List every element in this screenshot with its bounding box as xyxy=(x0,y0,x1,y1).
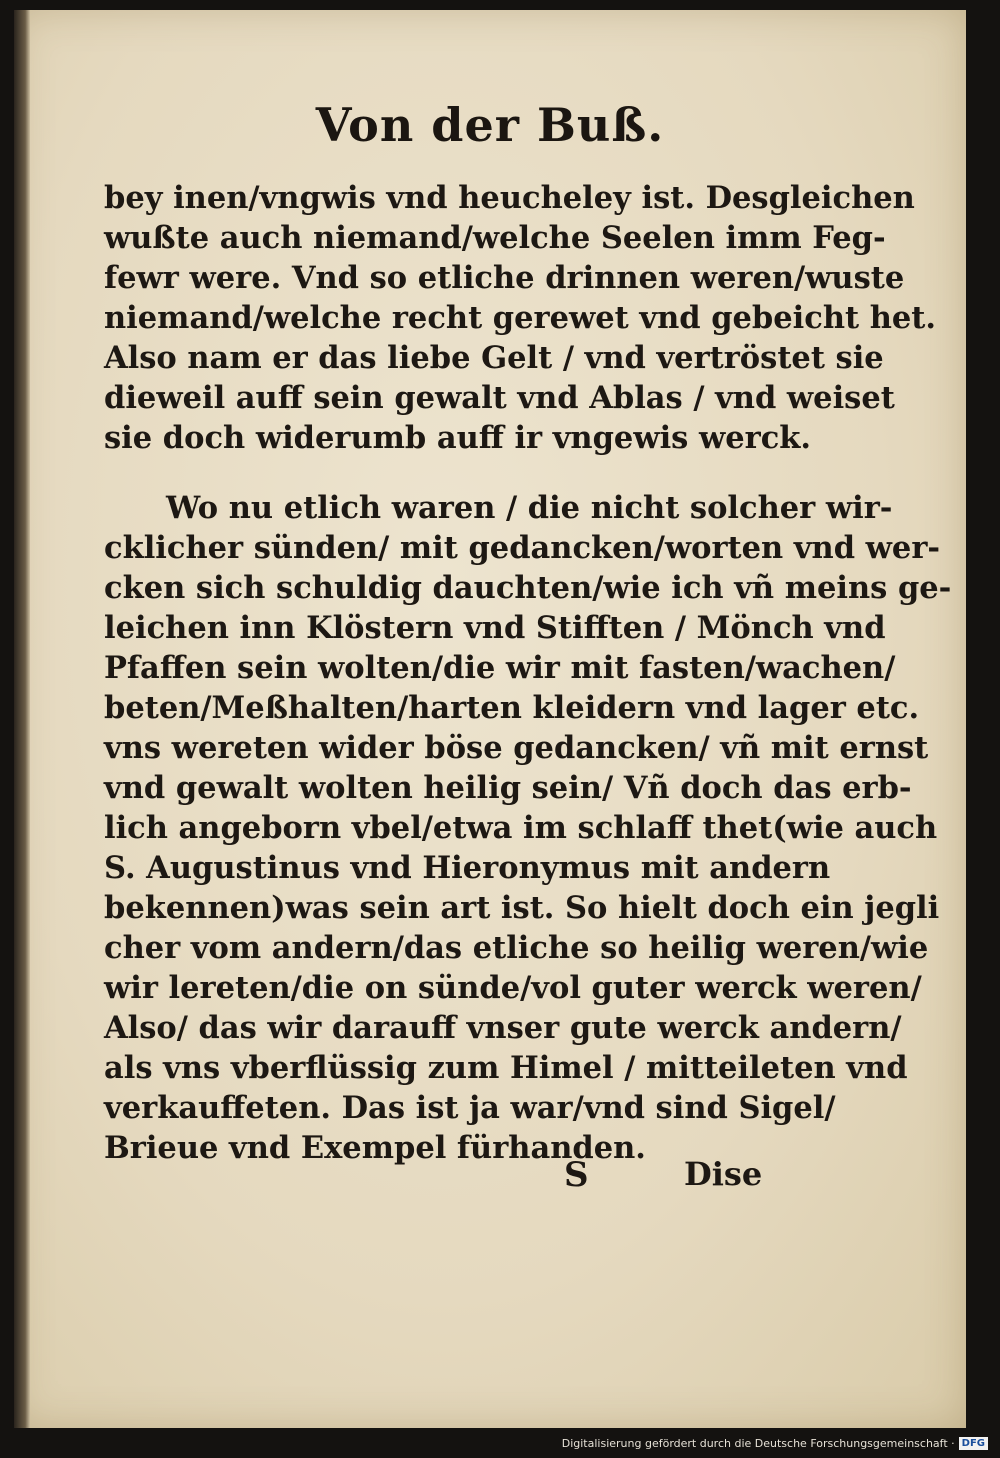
text-line: lich angeborn vbel/etwa im schlaff thet(wie auch xyxy=(104,810,938,846)
text-line: als vns vberflüssig zum Himel / mitteileten vnd xyxy=(104,1050,908,1086)
text-line: Pfaffen sein wolten/die wir mit fasten/wachen/ xyxy=(104,650,896,686)
book-page xyxy=(14,10,966,1428)
text-line: fewr were. Vnd so etliche drinnen weren/wuste xyxy=(104,260,905,296)
text-line: cken sich schuldig dauchten/wie ich vñ meins ge- xyxy=(104,570,952,606)
text-line: Also/ das wir darauff vnser gute werck andern/ xyxy=(104,1010,902,1046)
footer-text: Digitalisierung gefördert durch die Deutsche Forschungsgemeinschaft · xyxy=(561,1437,955,1450)
catchword: Dise xyxy=(684,1155,763,1193)
running-head: Von der Buß. xyxy=(315,98,665,152)
text-line: Brieue vnd Exempel fürhanden. xyxy=(104,1130,646,1166)
text-line: niemand/welche recht gerewet vnd gebeicht het. xyxy=(104,300,936,336)
text-line: cklicher sünden/ mit gedancken/worten vnd wer- xyxy=(104,530,941,566)
text-line: cher vom andern/das etliche so heilig weren/wie xyxy=(104,930,929,966)
text-line: dieweil auff sein gewalt vnd Ablas / vnd weiset xyxy=(104,380,895,416)
funding-footer xyxy=(562,1437,988,1450)
text-line: beten/Meßhalten/harten kleidern vnd lager etc. xyxy=(104,690,920,726)
text-line: verkauffeten. Das ist ja war/vnd sind Sigel/ xyxy=(104,1090,836,1126)
text-line: sie doch widerumb auff ir vngewis werck. xyxy=(104,420,812,456)
text-line: bekennen)was sein art ist. So hielt doch ein jegli xyxy=(104,890,940,926)
paragraph-2 xyxy=(104,488,952,1168)
paragraph-1 xyxy=(104,178,936,458)
text-line: Also nam er das liebe Gelt / vnd vertröstet sie xyxy=(104,340,884,376)
text-line: wir lereten/die on sünde/vol guter werck weren/ xyxy=(104,970,922,1006)
text-line: vnd gewalt wolten heilig sein/ Vñ doch das erb- xyxy=(104,770,912,806)
text-line: wußte auch niemand/welche Seelen imm Feg- xyxy=(104,220,886,256)
dfg-logo: DFG xyxy=(959,1437,988,1450)
text-line: S. Augustinus vnd Hieronymus mit andern xyxy=(104,850,831,886)
text-line: Wo nu etlich waren / die nicht solcher wir- xyxy=(166,490,893,526)
book-spine xyxy=(14,10,30,1428)
text-line: bey inen/vngwis vnd heucheley ist. Desgleichen xyxy=(104,180,915,216)
signature-mark: S xyxy=(564,1155,589,1195)
text-line: vns wereten wider böse gedancken/ vñ mit ernst xyxy=(104,730,929,766)
text-line: leichen inn Klöstern vnd Stifften / Mönch vnd xyxy=(104,610,886,646)
